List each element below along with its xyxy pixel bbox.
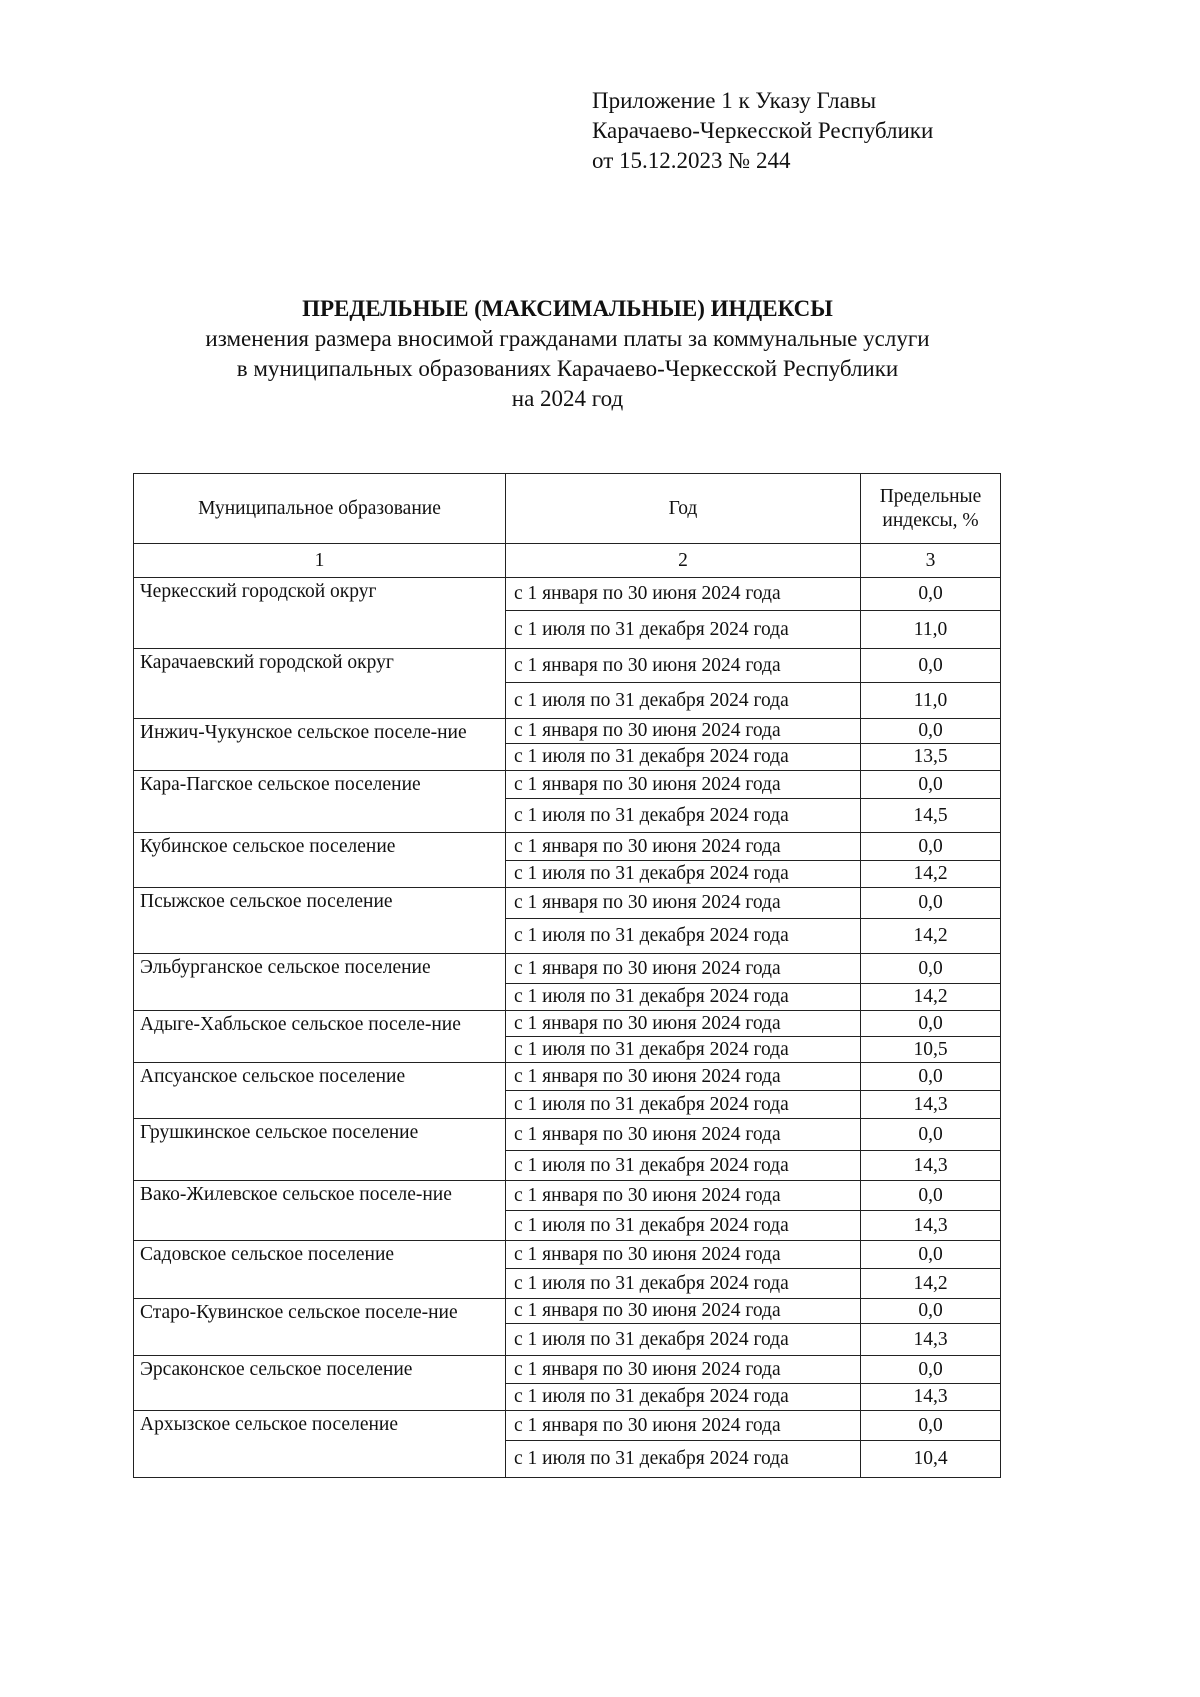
index-value: 14,3 <box>861 1091 1001 1119</box>
index-value: 10,4 <box>861 1441 1001 1478</box>
table-row <box>134 833 1001 861</box>
index-value: 11,0 <box>861 683 1001 719</box>
period-second-half: с 1 июля по 31 декабря 2024 года <box>506 919 861 954</box>
appendix-line: Карачаево-Черкесской Республики <box>592 118 934 143</box>
table-row <box>134 771 1001 799</box>
header-municipality: Муниципальное образование <box>134 474 506 544</box>
index-value: 0,0 <box>861 1119 1001 1151</box>
period-first-half: с 1 января по 30 июня 2024 года <box>506 719 861 744</box>
period-second-half: с 1 июля по 31 декабря 2024 года <box>506 1211 861 1241</box>
column-number-row <box>134 544 1001 578</box>
index-value: 14,2 <box>861 1269 1001 1299</box>
period-second-half: с 1 июля по 31 декабря 2024 года <box>506 1441 861 1478</box>
period-first-half: с 1 января по 30 июня 2024 года <box>506 649 861 683</box>
table-row <box>134 1119 1001 1151</box>
index-value: 14,2 <box>861 919 1001 954</box>
appendix-line: Приложение 1 к Указу Главы <box>592 88 877 113</box>
header-year: Год <box>506 474 861 544</box>
period-first-half: с 1 января по 30 июня 2024 года <box>506 888 861 919</box>
index-value: 0,0 <box>861 1241 1001 1269</box>
index-value: 11,0 <box>861 611 1001 649</box>
period-second-half: с 1 июля по 31 декабря 2024 года <box>506 744 861 771</box>
period-first-half: с 1 января по 30 июня 2024 года <box>506 771 861 799</box>
table-row <box>134 888 1001 919</box>
period-first-half: с 1 января по 30 июня 2024 года <box>506 1356 861 1384</box>
index-value: 0,0 <box>861 649 1001 683</box>
title-heading: ПРЕДЕЛЬНЫЕ (МАКСИМАЛЬНЫЕ) ИНДЕКСЫ <box>302 296 833 321</box>
municipality-name: Адыге-Хабльское сельское поселе-ние <box>134 1011 506 1063</box>
index-value: 0,0 <box>861 1299 1001 1324</box>
municipality-name: Садовское сельское поселение <box>134 1241 506 1299</box>
period-second-half: с 1 июля по 31 декабря 2024 года <box>506 1384 861 1411</box>
period-second-half: с 1 июля по 31 декабря 2024 года <box>506 799 861 833</box>
period-first-half: с 1 января по 30 июня 2024 года <box>506 833 861 861</box>
period-second-half: с 1 июля по 31 декабря 2024 года <box>506 1151 861 1181</box>
period-first-half: с 1 января по 30 июня 2024 года <box>506 1119 861 1151</box>
municipality-name: Грушкинское сельское поселение <box>134 1119 506 1181</box>
appendix-line: от 15.12.2023 № 244 <box>592 148 791 173</box>
title-line: на 2024 год <box>511 386 624 411</box>
municipality-name: Кубинское сельское поселение <box>134 833 506 888</box>
table-row <box>134 1063 1001 1091</box>
period-first-half: с 1 января по 30 июня 2024 года <box>506 1011 861 1037</box>
index-value: 0,0 <box>861 1063 1001 1091</box>
period-second-half: с 1 июля по 31 декабря 2024 года <box>506 1269 861 1299</box>
period-second-half: с 1 июля по 31 декабря 2024 года <box>506 984 861 1011</box>
period-first-half: с 1 января по 30 июня 2024 года <box>506 1181 861 1211</box>
index-value: 14,2 <box>861 861 1001 888</box>
index-value: 0,0 <box>861 1181 1001 1211</box>
index-value: 0,0 <box>861 578 1001 611</box>
municipality-name: Инжич-Чукунское сельское поселе-ние <box>134 719 506 771</box>
table-row <box>134 1356 1001 1384</box>
index-value: 14,3 <box>861 1324 1001 1356</box>
index-value: 14,3 <box>861 1151 1001 1181</box>
index-value: 14,2 <box>861 984 1001 1011</box>
table-row <box>134 1411 1001 1441</box>
index-value: 0,0 <box>861 954 1001 984</box>
index-value: 0,0 <box>861 719 1001 744</box>
index-value: 0,0 <box>861 888 1001 919</box>
municipality-name: Архызское сельское поселение <box>134 1411 506 1478</box>
period-first-half: с 1 января по 30 июня 2024 года <box>506 1299 861 1324</box>
municipality-name: Апсуанское сельское поселение <box>134 1063 506 1119</box>
municipality-name: Черкесский городской округ <box>134 578 506 649</box>
index-value: 13,5 <box>861 744 1001 771</box>
municipality-name: Вако-Жилевское сельское поселе-ние <box>134 1181 506 1241</box>
title-line: в муниципальных образованиях Карачаево-Черкесской Республики <box>236 356 899 381</box>
table-row <box>134 1299 1001 1324</box>
table-row <box>134 954 1001 984</box>
table-row <box>134 719 1001 744</box>
table-row <box>134 1181 1001 1211</box>
period-second-half: с 1 июля по 31 декабря 2024 года <box>506 1037 861 1063</box>
index-value: 14,3 <box>861 1384 1001 1411</box>
period-second-half: с 1 июля по 31 декабря 2024 года <box>506 861 861 888</box>
period-first-half: с 1 января по 30 июня 2024 года <box>506 1241 861 1269</box>
table-row <box>134 1241 1001 1269</box>
index-value: 10,5 <box>861 1037 1001 1063</box>
table-row <box>134 649 1001 683</box>
col-number: 2 <box>506 544 861 578</box>
title-line: изменения размера вносимой гражданами платы за коммунальные услуги <box>205 326 930 351</box>
period-second-half: с 1 июля по 31 декабря 2024 года <box>506 1324 861 1356</box>
period-first-half: с 1 января по 30 июня 2024 года <box>506 1063 861 1091</box>
period-second-half: с 1 июля по 31 декабря 2024 года <box>506 1091 861 1119</box>
municipality-name: Псыжское сельское поселение <box>134 888 506 954</box>
index-value: 0,0 <box>861 1411 1001 1441</box>
index-value: 14,3 <box>861 1211 1001 1241</box>
index-value: 0,0 <box>861 833 1001 861</box>
indices-table <box>133 473 1001 1478</box>
col-number: 1 <box>134 544 506 578</box>
header-index: Предельные индексы, % <box>861 474 1001 544</box>
table-row <box>134 578 1001 611</box>
period-first-half: с 1 января по 30 июня 2024 года <box>506 1411 861 1441</box>
municipality-name: Карачаевский городской округ <box>134 649 506 719</box>
index-value: 0,0 <box>861 1356 1001 1384</box>
municipality-name: Старо-Кувинское сельское поселе-ние <box>134 1299 506 1356</box>
municipality-name: Эрсаконское сельское поселение <box>134 1356 506 1411</box>
municipality-name: Эльбурганское сельское поселение <box>134 954 506 1011</box>
period-second-half: с 1 июля по 31 декабря 2024 года <box>506 611 861 649</box>
appendix-reference <box>592 86 933 176</box>
index-value: 0,0 <box>861 771 1001 799</box>
header-row <box>134 474 1001 544</box>
period-first-half: с 1 января по 30 июня 2024 года <box>506 578 861 611</box>
index-value: 0,0 <box>861 1011 1001 1037</box>
table-row <box>134 1011 1001 1037</box>
col-number: 3 <box>861 544 1001 578</box>
municipality-name: Кара-Пагское сельское поселение <box>134 771 506 833</box>
period-first-half: с 1 января по 30 июня 2024 года <box>506 954 861 984</box>
index-value: 14,5 <box>861 799 1001 833</box>
period-second-half: с 1 июля по 31 декабря 2024 года <box>506 683 861 719</box>
document-title <box>0 294 1135 414</box>
